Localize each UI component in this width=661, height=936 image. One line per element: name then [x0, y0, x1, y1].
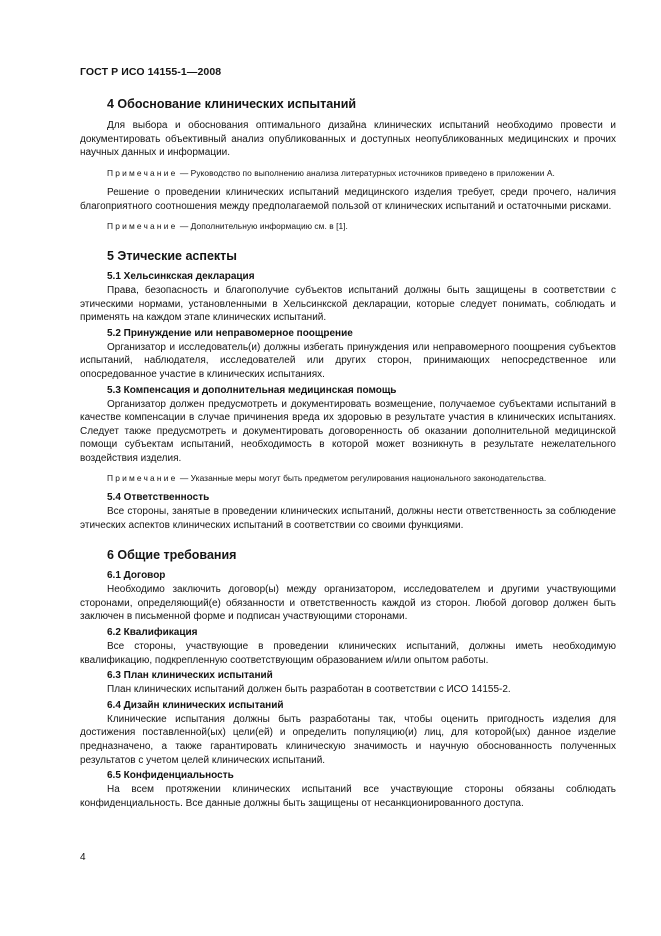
note-label: Примечание [107, 167, 178, 178]
note-text: — Указанные меры могут быть предметом регулирования национального законодательства. [179, 472, 547, 483]
section-6-3-title: 6.3 План клинических испытаний [107, 670, 273, 682]
section-6-5-title: 6.5 Конфиденциальность [107, 770, 234, 782]
section-6-1-title: 6.1 Договор [107, 570, 166, 582]
section-4-note-1 [80, 168, 616, 180]
section-6-5-paragraph: На всем протяжении клинических испытаний все участвующие стороны обязаны соблюдать конфиденциальность. Все данные должны быть защищены от несанкционированного доступа. [80, 784, 616, 809]
section-6-4-title: 6.4 Дизайн клинических испытаний [107, 699, 284, 711]
section-6-title: 6 Общие требования [107, 548, 237, 563]
section-4-paragraph-2: Решение о проведении клинических испытаний медицинского изделия требует, среди прочего, наличия благоприятного соотношения между предполагаемой пользой от клинических испытаний и остаточными рисками. [80, 187, 616, 212]
section-4-paragraph-1: Для выбора и обоснования оптимального дизайна клинических испытаний необходимо провести и документировать объективный анализ опубликованных и доступных неопубликованных медицинских и прочих научных данных и информации. [80, 120, 616, 159]
section-6-1-paragraph: Необходимо заключить договор(ы) между организатором, исследователем и другими участвующими сторонами, определяющий(е) обязанности и ответственность каждой из сторон. Любой договор должен быть заключен в письменной форме и подписан участвующими сторонами. [80, 584, 616, 623]
page-number: 4 [80, 852, 86, 863]
note-label: Примечание [107, 472, 178, 483]
section-6-2-title: 6.2 Квалификация [107, 626, 198, 638]
section-6-2-paragraph: Все стороны, участвующие в проведении клинических испытаний, должны иметь необходимую квалификацию, подкрепленную соответствующим образованием и/или опытом работы. [80, 640, 616, 666]
section-5-2-paragraph: Организатор и исследователь(и) должны избегать принуждения или неправомерного поощрения субъектов испытаний, наблюдателя, исследователей или других сторон, принимающих непосредственное или опосредованное участие в клинических испытаниях. [80, 341, 616, 380]
section-4-title: 4 Обоснование клинических испытаний [107, 97, 357, 111]
section-5-4-paragraph: Все стороны, занятые в проведении клинических испытаний, должны нести ответственность за соблюдение этических аспектов клинических испытаний в соответствии со своими функциями. [80, 506, 616, 531]
section-5-3-title: 5.3 Компенсация и дополнительная медицинская помощь [107, 384, 397, 396]
section-5-1-paragraph: Права, безопасность и благополучие субъектов испытаний должны быть защищены в соответствии с этическими нормами, установленными в Хельсинкской декларации, которые следует понимать, соблюдать и применять на каждом этапе клинических испытаний. [80, 284, 616, 324]
note-text: — Дополнительную информацию см. в [1]. [179, 221, 348, 232]
note-label: Примечание [107, 221, 178, 232]
document-header: ГОСТ Р ИСО 14155-1—2008 [80, 66, 222, 78]
section-5-2-title: 5.2 Принуждение или неправомерное поощрение [107, 327, 353, 339]
section-6-3-paragraph: План клинических испытаний должен быть разработан в соответствии с ИСО 14155-2. [107, 684, 511, 696]
section-6-4-paragraph: Клинические испытания должны быть разработаны так, чтобы оценить пригодность изделия для достижения поставленной(ых) цели(ей) и определить популяцию(и) лиц, для которой(ых) данное изделие предназначено, а также гарантировать клиническую значимость и научную обоснованность полученных результатов с учетом целей клинических испытаний. [80, 713, 616, 766]
section-5-4-title: 5.4 Ответственность [107, 492, 210, 503]
section-5-3-paragraph: Организатор должен предусмотреть и документировать возмещение, получаемое субъектами испытаний в качестве компенсации в случае причинения вреда их здоровью в результате участия в клинических испытаниях. Следует также предусмотреть и документировать договоренность об оказании дополнительной медицинской помощи субъектам испытаний, необходимость в которой может возникнуть в результате нежелательного воздействия изделия. [80, 398, 616, 464]
section-5-1-title: 5.1 Хельсинкская декларация [107, 270, 255, 282]
section-4-note-2 [80, 221, 616, 233]
section-5-3-note [80, 473, 616, 485]
page-content [80, 97, 616, 810]
section-5-title: 5 Этические аспекты [107, 248, 237, 263]
note-text: — Руководство по выполнению анализа литературных источников приведено в приложении А. [179, 167, 555, 178]
